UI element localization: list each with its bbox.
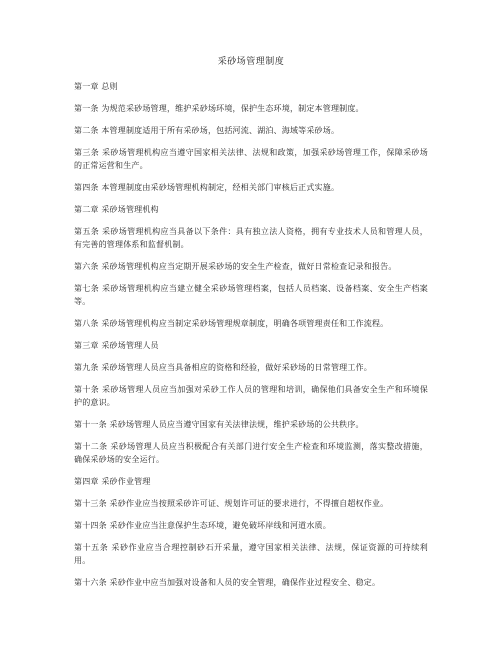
chapter-heading: 第四章 采砂作业管理 [74, 477, 151, 486]
article-paragraph: 第八条 采砂场管理机构应当制定采砂场管理规章制度，明确各项管理责任和工作流程。 [74, 319, 389, 328]
chapter-heading: 第二章 采砂场管理机构 [74, 205, 159, 214]
chapter-heading: 第一章 总则 [74, 82, 118, 91]
article-paragraph: 第十五条 采砂作业应当合理控制砂石开采量，遵守国家相关法律、法规，保证资源的可持续利用。 [74, 543, 428, 565]
article-paragraph: 第十条 采砂场管理人员应当加强对采砂工作人员的管理和培训，确保他们具备安全生产和环境保护的意识。 [74, 385, 428, 407]
article-paragraph: 第十二条 采砂场管理人员应当积极配合有关部门进行安全生产检查和环境监测，落实整改措施，确保采砂场的安全运行。 [74, 442, 428, 464]
article-paragraph: 第三条 采砂场管理机构应当遵守国家相关法律、法规和政策，加强采砂场管理工作，保障采砂场的正常运营和生产。 [74, 148, 428, 170]
article-paragraph: 第十六条 采砂作业中应当加强对设备和人员的安全管理，确保作业过程安全、稳定。 [74, 578, 381, 587]
article-paragraph: 第九条 采砂场管理人员应当具备相应的资格和经验，做好采砂场的日常管理工作。 [74, 363, 372, 372]
article-paragraph: 第七条 采砂场管理机构应当建立健全采砂场管理档案，包括人员档案、设备档案、安全生产档案等。 [74, 284, 428, 306]
chapter-heading: 第三章 采砂场管理人员 [74, 341, 159, 350]
article-paragraph: 第二条 本管理制度适用于所有采砂场，包括河流、湖泊、海域等采砂场。 [74, 126, 340, 135]
article-paragraph: 第四条 本管理制度由采砂场管理机构制定，经相关部门审核后正式实施。 [74, 183, 340, 192]
article-paragraph: 第一条 为规范采砂场管理，维护采砂场环境，保护生态环境，制定本管理制度。 [74, 104, 364, 113]
article-paragraph: 第十三条 采砂作业应当按照采砂许可证、规划许可证的要求进行，不得擅自超权作业。 [74, 499, 389, 508]
document-title: 采砂场管理制度 [217, 57, 285, 67]
article-paragraph: 第十四条 采砂作业应当注意保护生态环境，避免破坏岸线和河道水质。 [74, 521, 331, 530]
article-paragraph: 第五条 采砂场管理机构应当具备以下条件：具有独立法人资格，拥有专业技术人员和管理人员，有完善的管理体系和监督机制。 [74, 227, 428, 249]
article-paragraph: 第六条 采砂场管理机构应当定期开展采砂场的安全生产检查，做好日常检查记录和报告。 [74, 262, 397, 271]
article-paragraph: 第十一条 采砂场管理人员应当遵守国家有关法律法规，维护采砂场的公共秩序。 [74, 420, 364, 429]
